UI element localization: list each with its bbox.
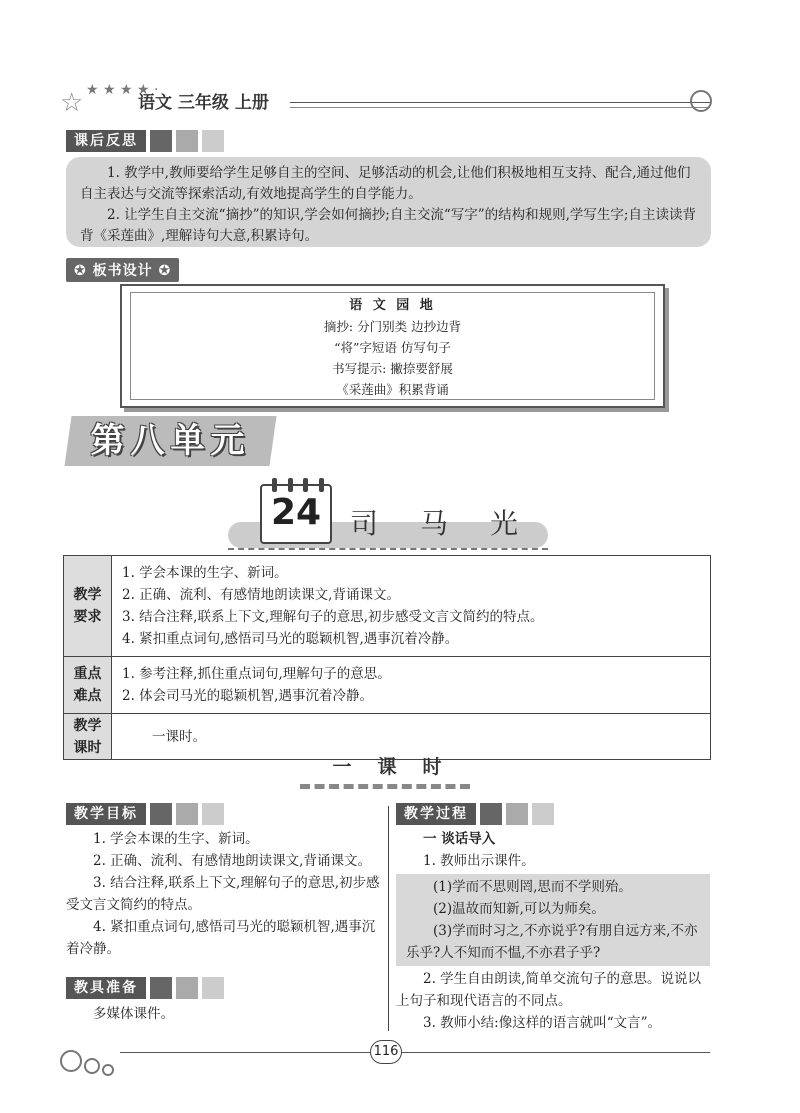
left-column <box>66 828 380 960</box>
requirements-table <box>63 555 711 760</box>
goal-item: 2. 正确、流利、有感情地朗读课文,背诵课文。 <box>93 853 371 869</box>
session-heading: 一课时 <box>332 756 468 778</box>
reflection-para-1: 1. 教学中,教师要给学生足够自主的空间、足够活动的机会,让他们积极地相互支持、配合,通过他们自主表达与交流等探索活动,有效地提高学生的自学能力。 <box>80 165 691 202</box>
reflection-tag: 课后反思 <box>66 130 224 152</box>
reflection-para-2: 2. 让学生自主交流“摘抄”的知识,学会如何摘抄;自主交流“写字”的结构和规则,学写生字;自主读读背背《采莲曲》,理解诗句大意,积累诗句。 <box>80 207 696 244</box>
board-line: 摘抄: 分门别类 边抄边背 <box>323 319 462 334</box>
list-item: 4. 紧扣重点词句,感悟司马光的聪颖机智,遇事沉着冷静。 <box>122 631 459 647</box>
list-item: 2. 正确、流利、有感情地朗读课文,背诵课文。 <box>122 587 400 603</box>
page-number: 116 <box>370 1040 402 1064</box>
prep-text: 多媒体课件。 <box>93 1006 174 1022</box>
swirl-icon <box>690 90 712 112</box>
step-2: 2. 学生自由朗读,简单交流句子的意思。说说以上句子和现代语言的不同点。 <box>396 971 701 1009</box>
page-header <box>60 82 710 116</box>
goals-tag: 教学目标 <box>66 803 224 825</box>
quote-line: (3)学而时习之,不亦说乎?有朋自远方来,不亦乐乎?人不知而不愠,不亦君子乎? <box>406 923 698 961</box>
list-item: 3. 结合注释,联系上下文,理解句子的意思,初步感受文言文简约的特点。 <box>122 609 544 625</box>
goal-item: 3. 结合注释,联系上下文,理解句子的意思,初步感受文言文简约的特点。 <box>66 875 380 913</box>
unit-banner: 第八单元 <box>64 416 276 466</box>
section-heading: 一 谈话导入 <box>423 831 496 847</box>
quote-line: (1)学而不思则罔,思而不学则殆。 <box>433 879 632 895</box>
board-title: 语 文 园 地 <box>349 298 436 313</box>
star-icon: ☆ <box>60 88 84 118</box>
table-row <box>64 556 711 657</box>
goal-item: 4. 紧扣重点词句,感悟司马光的聪颖机智,遇事沉着冷静。 <box>66 919 376 957</box>
quote-box <box>396 874 710 966</box>
row-label: 重点难点 <box>64 657 112 714</box>
stars-decoration: ★ ★ ★ ★ · <box>86 82 159 98</box>
table-row <box>64 657 711 714</box>
page-footer <box>60 1040 710 1080</box>
row-label: 教学课时 <box>64 714 112 760</box>
calendar-icon <box>260 484 332 544</box>
book-title: 语文 三年级 上册 <box>138 93 269 113</box>
right-column <box>396 828 710 1034</box>
list-item: 1. 参考注释,抓住重点词句,理解句子的意思。 <box>122 666 391 682</box>
board-line: “将”字短语 仿写句子 <box>334 340 451 355</box>
list-item: 一课时。 <box>152 728 206 745</box>
list-item: 2. 体会司马光的聪颖机智,遇事沉着冷静。 <box>122 688 373 704</box>
blackboard <box>120 284 665 408</box>
step-1: 1. 教师出示课件。 <box>423 853 535 869</box>
quote-line: (2)温故而知新,可以为师矣。 <box>433 901 605 917</box>
process-tag: 教学过程 <box>396 803 554 825</box>
list-item: 1. 学会本课的生字、新词。 <box>122 565 288 581</box>
goal-item: 1. 学会本课的生字、新词。 <box>93 831 259 847</box>
board-line: 《采莲曲》积累背诵 <box>336 382 449 397</box>
lesson-number: 24 <box>270 492 322 533</box>
row-label: 教学要求 <box>64 556 112 657</box>
board-line: 书写提示: 撇捺要舒展 <box>332 361 453 376</box>
board-design-tag: ✪ 板书设计 ✪ <box>66 258 179 282</box>
step-3: 3. 教师小结:像这样的语言就叫“文言”。 <box>423 1015 662 1031</box>
lesson-title: 司马光 <box>350 507 561 540</box>
reflection-box <box>66 157 711 247</box>
prep-tag: 教具准备 <box>66 977 224 999</box>
